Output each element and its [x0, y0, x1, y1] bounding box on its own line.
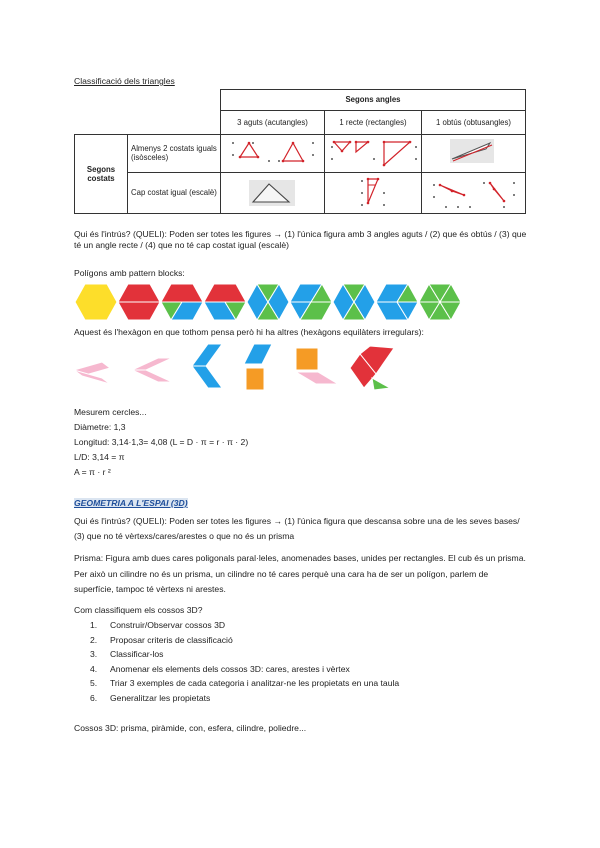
green-triangles-hexagon [419, 284, 461, 320]
yellow-hexagon [75, 284, 117, 320]
list-item: 3. Classificar-los [90, 649, 164, 659]
geometria-heading: GEOMETRIA A L'ESPAI (3D) [74, 498, 188, 508]
poligons-title: Polígons amb pattern blocks: [74, 268, 185, 278]
cercles-area: A = π · r ² [74, 467, 111, 477]
cell-right-scalene [325, 172, 422, 214]
cell-acute-scalene [221, 172, 325, 214]
right-scalene-triangle [326, 173, 420, 211]
red-green-blue-hexagon [161, 284, 203, 320]
acute-scalene-triangle [223, 173, 323, 211]
row-header-scalene: Cap costat igual (escalè) [128, 172, 221, 214]
blue-green-hexagon-1 [247, 284, 289, 320]
cell-obtuse-scalene [422, 172, 526, 214]
pink-chevron-1 [74, 362, 110, 384]
col-header-right: 1 recte (rectangles) [325, 111, 422, 135]
com-classifiquem: Com classifiquem els cossos 3D? [74, 605, 203, 615]
prisma-definition: Prisma: Figura amb dues cares poligonals paral·leles, anomenades bases, unides per rectangles. El cub és un prisma. Per això un cilindre no és un prisma, un cilindre no té cares perquè una cara ha de ser un polígon, parlem de superfície, tampoc té vèrtexs ni arestes. [74, 553, 526, 594]
intrus-triangles-text: Qui és l'intrús? (QUELI): Poden ser totes les figures → (1) l'única figura amb 3 angles aguts / (2) que és obtús / (3) que té un angle recte / (4) que no té cap costat igual (escalè) [74, 229, 527, 250]
blue-orange-hexagon [244, 344, 272, 390]
cell-right-isosceles [325, 135, 422, 173]
list-item: 2. Proposar criteris de classificació [90, 634, 233, 645]
row-group-sides: Segons costats [75, 135, 128, 214]
red-trapezoids-hexagon [118, 284, 160, 320]
orange-pink-hexagon [296, 348, 338, 384]
right-isosceles-triangles [326, 135, 420, 169]
blue-chevron [192, 344, 222, 388]
triangle-classification-table [74, 89, 526, 214]
row-header-isosceles: Almenys 2 costats iguals (isòsceles) [128, 135, 221, 173]
list-item: 6. Generalitzar les propietats [90, 692, 211, 703]
pattern-block-hexagons [74, 282, 464, 322]
blue-green-hexagon-2 [290, 284, 332, 320]
list-item: 1. Construir/Observar cossos 3D [90, 620, 226, 630]
cercles-longitud: Longitud: 3,14·1,3= 4,08 (L = D · π = r · π · 2) [74, 437, 249, 447]
cercles-intro: Mesurem cercles... [74, 407, 147, 417]
cossos-3d-list: Cossos 3D: prisma, piràmide, con, esfera, cilindre, poliedre... [74, 723, 307, 733]
classification-steps [74, 620, 529, 707]
hexagon-text: Aquest és l'hexàgon en que tothom pensa però hi ha altres (hexàgons equilàters irregulars): [74, 327, 424, 337]
red-green-hexagon [350, 346, 394, 390]
cercles-ld: L/D: 3,14 = π [74, 452, 125, 462]
intrus-3d-text: Qui és l'intrús? (QUELI): Poden ser totes les figures → (1) l'única figura que descansa sobre una de les seves bases/ (3) que no té vèrtexs/cares/arestes o que no és un prisma [74, 516, 520, 541]
obtuse-isosceles-triangle [424, 135, 524, 169]
red-blue-green-hexagon [204, 284, 246, 320]
list-item: 5. Triar 3 exemples de cada categoria i analitzar-ne les propietats en una taula [90, 678, 400, 688]
cell-acute-isosceles [221, 135, 325, 173]
blue-rhombus-hexagon [376, 284, 418, 320]
blue-green-hexagon-3 [333, 284, 375, 320]
obtuse-scalene-triangles [424, 173, 524, 211]
col-header-acute: 3 aguts (acutangles) [221, 111, 325, 135]
cell-obtuse-isosceles [422, 135, 526, 173]
col-header-obtuse: 1 obtús (obtusangles) [422, 111, 526, 135]
pink-chevron-2 [132, 358, 172, 382]
irregular-hexagons [74, 342, 394, 394]
acute-isosceles-triangles [223, 135, 323, 169]
page-title: Classificació dels triangles [74, 76, 175, 86]
list-item: 4. Anomenar els elements dels cossos 3D: cares, arestes i vèrtex [90, 663, 350, 674]
group-header-angles: Segons angles [221, 90, 526, 111]
cercles-diametre: Diàmetre: 1,3 [74, 422, 126, 432]
